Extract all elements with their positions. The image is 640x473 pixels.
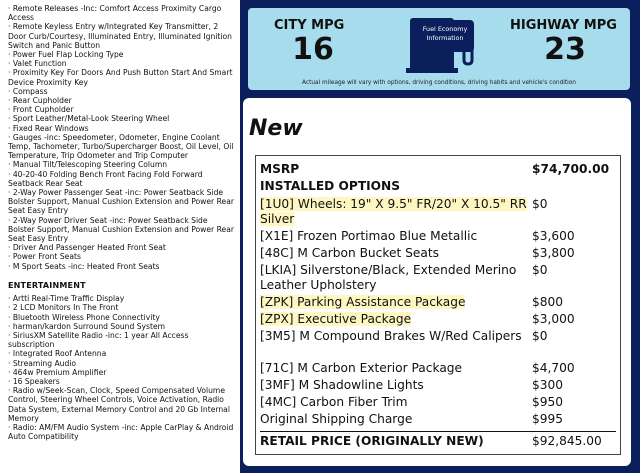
list-item: · Valet Function — [8, 59, 67, 69]
city-mpg-label: CITY MPG — [274, 18, 345, 33]
list-item: · Remote Keyless Entry w/Integrated Key Transmitter, 2 Door Curb/Courtesy, Illuminated Entry, Illuminated Ignition Switch and Panic Button — [8, 22, 232, 50]
msrp-label: MSRP — [260, 162, 300, 176]
list-item: · Fixed Rear Windows — [8, 123, 89, 133]
option-price: $0 — [532, 263, 548, 277]
option-price: $950 — [532, 395, 564, 409]
entertainment-heading: ENTERTAINMENT — [8, 280, 86, 290]
option-price: $3,800 — [532, 246, 575, 260]
window-sticker — [255, 155, 621, 455]
option-desc: [4MC] Carbon Fiber Trim — [260, 395, 408, 409]
list-item: · Remote Releases -Inc: Comfort Access Proximity Cargo Access — [8, 4, 222, 23]
list-item: · Power Front Seats — [8, 252, 81, 262]
list-item: · Artti Real-Time Traffic Display — [8, 294, 125, 304]
option-desc: [48C] M Carbon Bucket Seats — [260, 246, 439, 260]
list-item: · Sport Leather/Metal-Look Steering Wheel — [8, 114, 170, 124]
list-item: · Integrated Roof Antenna — [8, 349, 107, 359]
mileage-disclaimer: Actual mileage will vary with options, driving conditions, driving habits and vehicle's condition — [302, 80, 576, 86]
list-item: · Bluetooth Wireless Phone Connectivity — [8, 312, 160, 322]
retail-price-row — [260, 431, 616, 448]
option-desc: [LKIA] Silverstone/Black, Extended Merino Leather Upholstery — [260, 263, 517, 292]
option-price: $3,600 — [532, 229, 575, 243]
option-desc: [X1E] Frozen Portimao Blue Metallic — [260, 229, 478, 243]
list-item: · 40-20-40 Folding Bench Front Facing Fold Forward Seatback Rear Seat — [8, 169, 203, 188]
list-item: · Gauges -inc: Speedometer, Odometer, Engine Coolant Temp, Tachometer, Turbo/Supercharger Boost, Oil Level, Oil Temperature, Trip Odometer and Trip Computer — [8, 132, 234, 161]
list-item: · 464w Premium Amplifier — [8, 367, 107, 377]
list-item: · 2-Way Power Passenger Seat -inc: Power Seatback Side Bolster Support, Manual Cushion Extension and Power Rear Seat Easy Entry — [8, 188, 234, 216]
condition-label: New — [249, 116, 303, 141]
option-price: $995 — [532, 412, 564, 426]
list-item: · Radio: AM/FM Audio System -inc: Apple CarPlay & Android Auto Compatibility — [8, 422, 234, 442]
highway-mpg-value: 23 — [544, 32, 586, 67]
features-list — [0, 0, 240, 473]
option-price: $800 — [532, 295, 564, 309]
list-item: · Compass — [8, 86, 48, 96]
badge-line-2: Information — [426, 34, 464, 42]
list-item: · 2-Way Power Driver Seat -inc: Power Seatback Side Bolster Support, Manual Cushion Extension and Power Rear Seat Easy Entry — [8, 215, 234, 244]
option-price: $0 — [532, 197, 548, 211]
fuel-economy-box — [246, 6, 632, 92]
city-mpg-value: 16 — [292, 32, 334, 67]
retail-price-value: $92,845.00 — [532, 434, 602, 448]
installed-options-title: INSTALLED OPTIONS — [260, 179, 401, 193]
option-desc: [ZPX] Executive Package — [260, 312, 412, 326]
features-top-group — [8, 4, 234, 271]
list-item: · Front Cupholder — [8, 105, 74, 115]
section-spacer — [8, 271, 234, 279]
option-price: $300 — [532, 378, 564, 392]
list-item: · Radio w/Seek-Scan, Clock, Speed Compensated Volume Control, Steering Wheel Controls, Voice Activation, Radio Data System, External Memory Control and 20 Gb Internal Memory — [8, 386, 230, 423]
list-item: · Proximity Key For Doors And Push Button Start And Smart Device Proximity Key — [8, 68, 233, 87]
list-item: · Rear Cupholder — [8, 96, 72, 106]
list-item: · Power Fuel Flap Locking Type — [8, 50, 124, 60]
option-desc: [71C] M Carbon Exterior Package — [260, 361, 463, 375]
retail-price-label: RETAIL PRICE (ORIGINALLY NEW) — [260, 434, 484, 448]
option-desc: Original Shipping Charge — [260, 412, 413, 426]
list-item: · Driver And Passenger Heated Front Seat — [8, 243, 166, 253]
list-item: · Manual Tilt/Telescoping Steering Column — [8, 160, 168, 170]
option-desc: [3M5] M Compound Brakes W/Red Calipers — [260, 329, 522, 343]
list-item: · 2 LCD Monitors In The Front — [8, 303, 119, 313]
list-item: · M Sport Seats -inc: Heated Front Seats — [8, 261, 160, 271]
list-item: · SiriusXM Satellite Radio -inc: 1 year All Access subscription — [8, 330, 189, 350]
entertainment-group — [8, 294, 234, 441]
option-desc: [ZPK] Parking Assistance Package — [260, 295, 466, 309]
option-price: $3,000 — [532, 312, 575, 326]
list-item: · harman/kardon Surround Sound System — [8, 321, 166, 331]
highway-mpg-label: HIGHWAY MPG — [510, 18, 617, 33]
price-panel — [241, 96, 633, 468]
msrp-value: $74,700.00 — [532, 162, 610, 176]
list-item: · 16 Speakers — [8, 376, 60, 386]
option-desc: [1U0] Wheels: 19" X 9.5" FR/20" X 10.5" RR Silver — [260, 197, 527, 226]
fuel-economy-badge — [416, 20, 474, 52]
badge-line-1: Fuel Economy — [422, 25, 468, 33]
option-price: $0 — [532, 329, 548, 343]
list-item: · Streaming Audio — [8, 358, 77, 368]
option-desc: [3MF] M Shadowline Lights — [260, 378, 424, 392]
option-price: $4,700 — [532, 361, 575, 375]
